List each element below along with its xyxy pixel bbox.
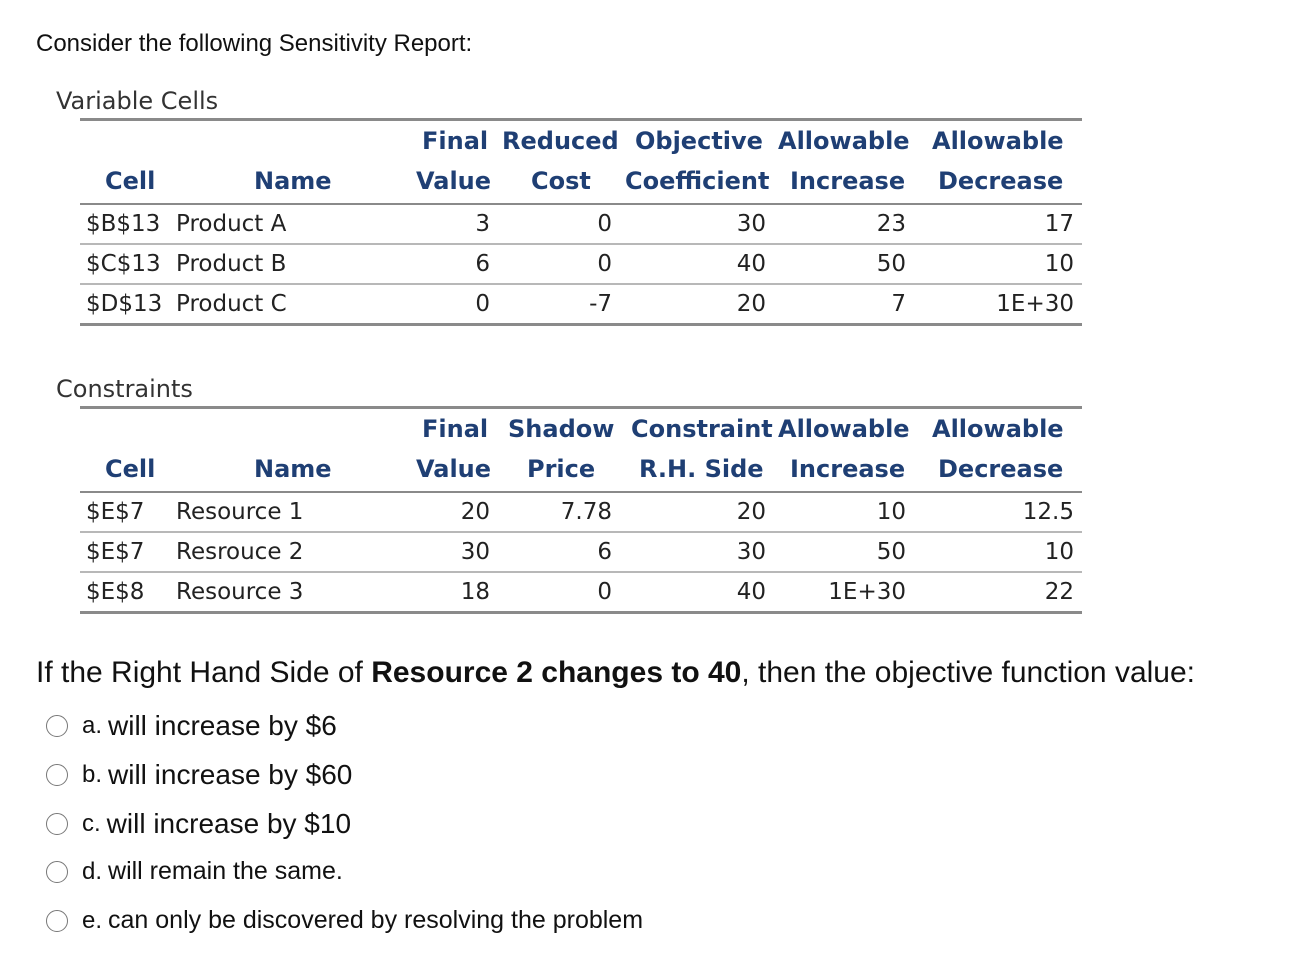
final-value: 20 bbox=[460, 499, 490, 525]
final-value: 18 bbox=[460, 579, 490, 605]
shadow-price: 0 bbox=[597, 579, 612, 605]
header-cell: Decrease bbox=[938, 167, 1064, 195]
reduced-cost: 0 bbox=[597, 251, 612, 277]
header-cell: Increase bbox=[790, 167, 906, 195]
radio-button[interactable] bbox=[46, 861, 68, 883]
option-text: can only be discovered by resolving the problem bbox=[108, 906, 644, 934]
variable-cells-title: Variable Cells bbox=[56, 87, 219, 115]
header-cell: Final bbox=[422, 415, 489, 443]
question-text bbox=[36, 656, 1195, 690]
allowable-decrease: 10 bbox=[1044, 251, 1074, 277]
variable-cells-table bbox=[80, 118, 1082, 326]
option-letter: d. bbox=[82, 857, 103, 885]
allowable-increase: 50 bbox=[876, 251, 906, 277]
final-value: 3 bbox=[475, 211, 490, 237]
allowable-increase: 50 bbox=[876, 539, 906, 565]
option-a[interactable] bbox=[46, 710, 337, 742]
allowable-increase: 7 bbox=[891, 291, 906, 317]
reduced-cost: 0 bbox=[597, 211, 612, 237]
cell-ref: $B$13 bbox=[86, 211, 161, 237]
table-row bbox=[80, 533, 1082, 573]
option-d[interactable] bbox=[46, 857, 343, 886]
cell-ref: $E$8 bbox=[86, 579, 145, 605]
reduced-cost: -7 bbox=[589, 291, 612, 317]
header-cell: Cost bbox=[531, 167, 591, 195]
header-cell: Cell bbox=[105, 167, 156, 195]
row-name: Resource 3 bbox=[176, 579, 304, 605]
radio-button[interactable] bbox=[46, 813, 68, 835]
option-b[interactable] bbox=[46, 759, 352, 791]
header-cell: Price bbox=[527, 455, 596, 483]
table-header-bottom bbox=[80, 161, 1082, 205]
intro-text: Consider the following Sensitivity Report: bbox=[36, 30, 473, 57]
cell-ref: $D$13 bbox=[86, 291, 163, 317]
cell-ref: $E$7 bbox=[86, 499, 145, 525]
table-row bbox=[80, 245, 1082, 285]
final-value: 30 bbox=[460, 539, 490, 565]
radio-button[interactable] bbox=[46, 764, 68, 786]
option-text: will increase by $6 bbox=[108, 710, 337, 741]
table-header-top bbox=[80, 121, 1082, 161]
final-value: 0 bbox=[475, 291, 490, 317]
cell-ref: $E$7 bbox=[86, 539, 145, 565]
header-cell: Increase bbox=[790, 455, 906, 483]
header-cell: Decrease bbox=[938, 455, 1064, 483]
table-header-bottom bbox=[80, 449, 1082, 493]
row-name: Product B bbox=[176, 251, 287, 277]
row-name: Resrouce 2 bbox=[176, 539, 304, 565]
allowable-increase: 10 bbox=[876, 499, 906, 525]
radio-button[interactable] bbox=[46, 715, 68, 737]
constraint-rhs: 20 bbox=[736, 499, 766, 525]
header-cell: Final bbox=[422, 127, 489, 155]
cell-ref: $C$13 bbox=[86, 251, 161, 277]
question-prefix: If the Right Hand Side of bbox=[36, 656, 372, 689]
objective-coefficient: 20 bbox=[736, 291, 766, 317]
allowable-increase: 1E+30 bbox=[828, 579, 906, 605]
header-cell: Allowable bbox=[778, 415, 910, 443]
header-cell: Cell bbox=[105, 455, 156, 483]
option-letter: a. bbox=[82, 712, 103, 739]
objective-coefficient: 30 bbox=[736, 211, 766, 237]
table-row bbox=[80, 285, 1082, 326]
option-letter: b. bbox=[82, 761, 103, 788]
option-text: will increase by $60 bbox=[108, 759, 353, 790]
question-bold: Resource 2 changes to 40 bbox=[371, 656, 742, 689]
radio-button[interactable] bbox=[46, 910, 68, 932]
objective-coefficient: 40 bbox=[736, 251, 766, 277]
constraint-rhs: 40 bbox=[736, 579, 766, 605]
question-suffix: , then the objective function value: bbox=[741, 656, 1195, 689]
table-header-top bbox=[80, 409, 1082, 449]
option-letter: e. bbox=[82, 906, 103, 934]
header-cell: Coefficient bbox=[625, 167, 770, 195]
header-cell: Allowable bbox=[778, 127, 910, 155]
allowable-decrease: 12.5 bbox=[1022, 499, 1074, 525]
allowable-decrease: 17 bbox=[1044, 211, 1074, 237]
shadow-price: 7.78 bbox=[560, 499, 612, 525]
allowable-decrease: 1E+30 bbox=[996, 291, 1074, 317]
allowable-increase: 23 bbox=[876, 211, 906, 237]
row-name: Resource 1 bbox=[176, 499, 304, 525]
option-text: will increase by $10 bbox=[106, 808, 352, 839]
header-cell: R.H. Side bbox=[639, 455, 764, 483]
header-cell: Reduced bbox=[502, 127, 619, 155]
allowable-decrease: 10 bbox=[1044, 539, 1074, 565]
table-row bbox=[80, 205, 1082, 245]
table-row bbox=[80, 573, 1082, 614]
shadow-price: 6 bbox=[597, 539, 612, 565]
header-cell: Value bbox=[416, 167, 492, 195]
allowable-decrease: 22 bbox=[1044, 579, 1074, 605]
header-cell: Objective bbox=[635, 127, 763, 155]
option-letter: c. bbox=[82, 810, 101, 837]
header-cell: Shadow bbox=[508, 415, 615, 443]
option-text: will remain the same. bbox=[108, 857, 343, 885]
constraint-rhs: 30 bbox=[736, 539, 766, 565]
constraints-title: Constraints bbox=[56, 375, 193, 403]
row-name: Product C bbox=[176, 291, 287, 317]
constraints-table bbox=[80, 406, 1082, 614]
header-cell: Name bbox=[254, 455, 332, 483]
header-cell: Allowable bbox=[932, 415, 1064, 443]
option-e[interactable] bbox=[46, 906, 643, 935]
row-name: Product A bbox=[176, 211, 287, 237]
header-cell: Value bbox=[416, 455, 492, 483]
final-value: 6 bbox=[475, 251, 490, 277]
header-cell: Allowable bbox=[932, 127, 1064, 155]
header-cell: Constraint bbox=[631, 415, 773, 443]
option-c[interactable] bbox=[46, 808, 351, 840]
header-cell: Name bbox=[254, 167, 332, 195]
table-row bbox=[80, 493, 1082, 533]
